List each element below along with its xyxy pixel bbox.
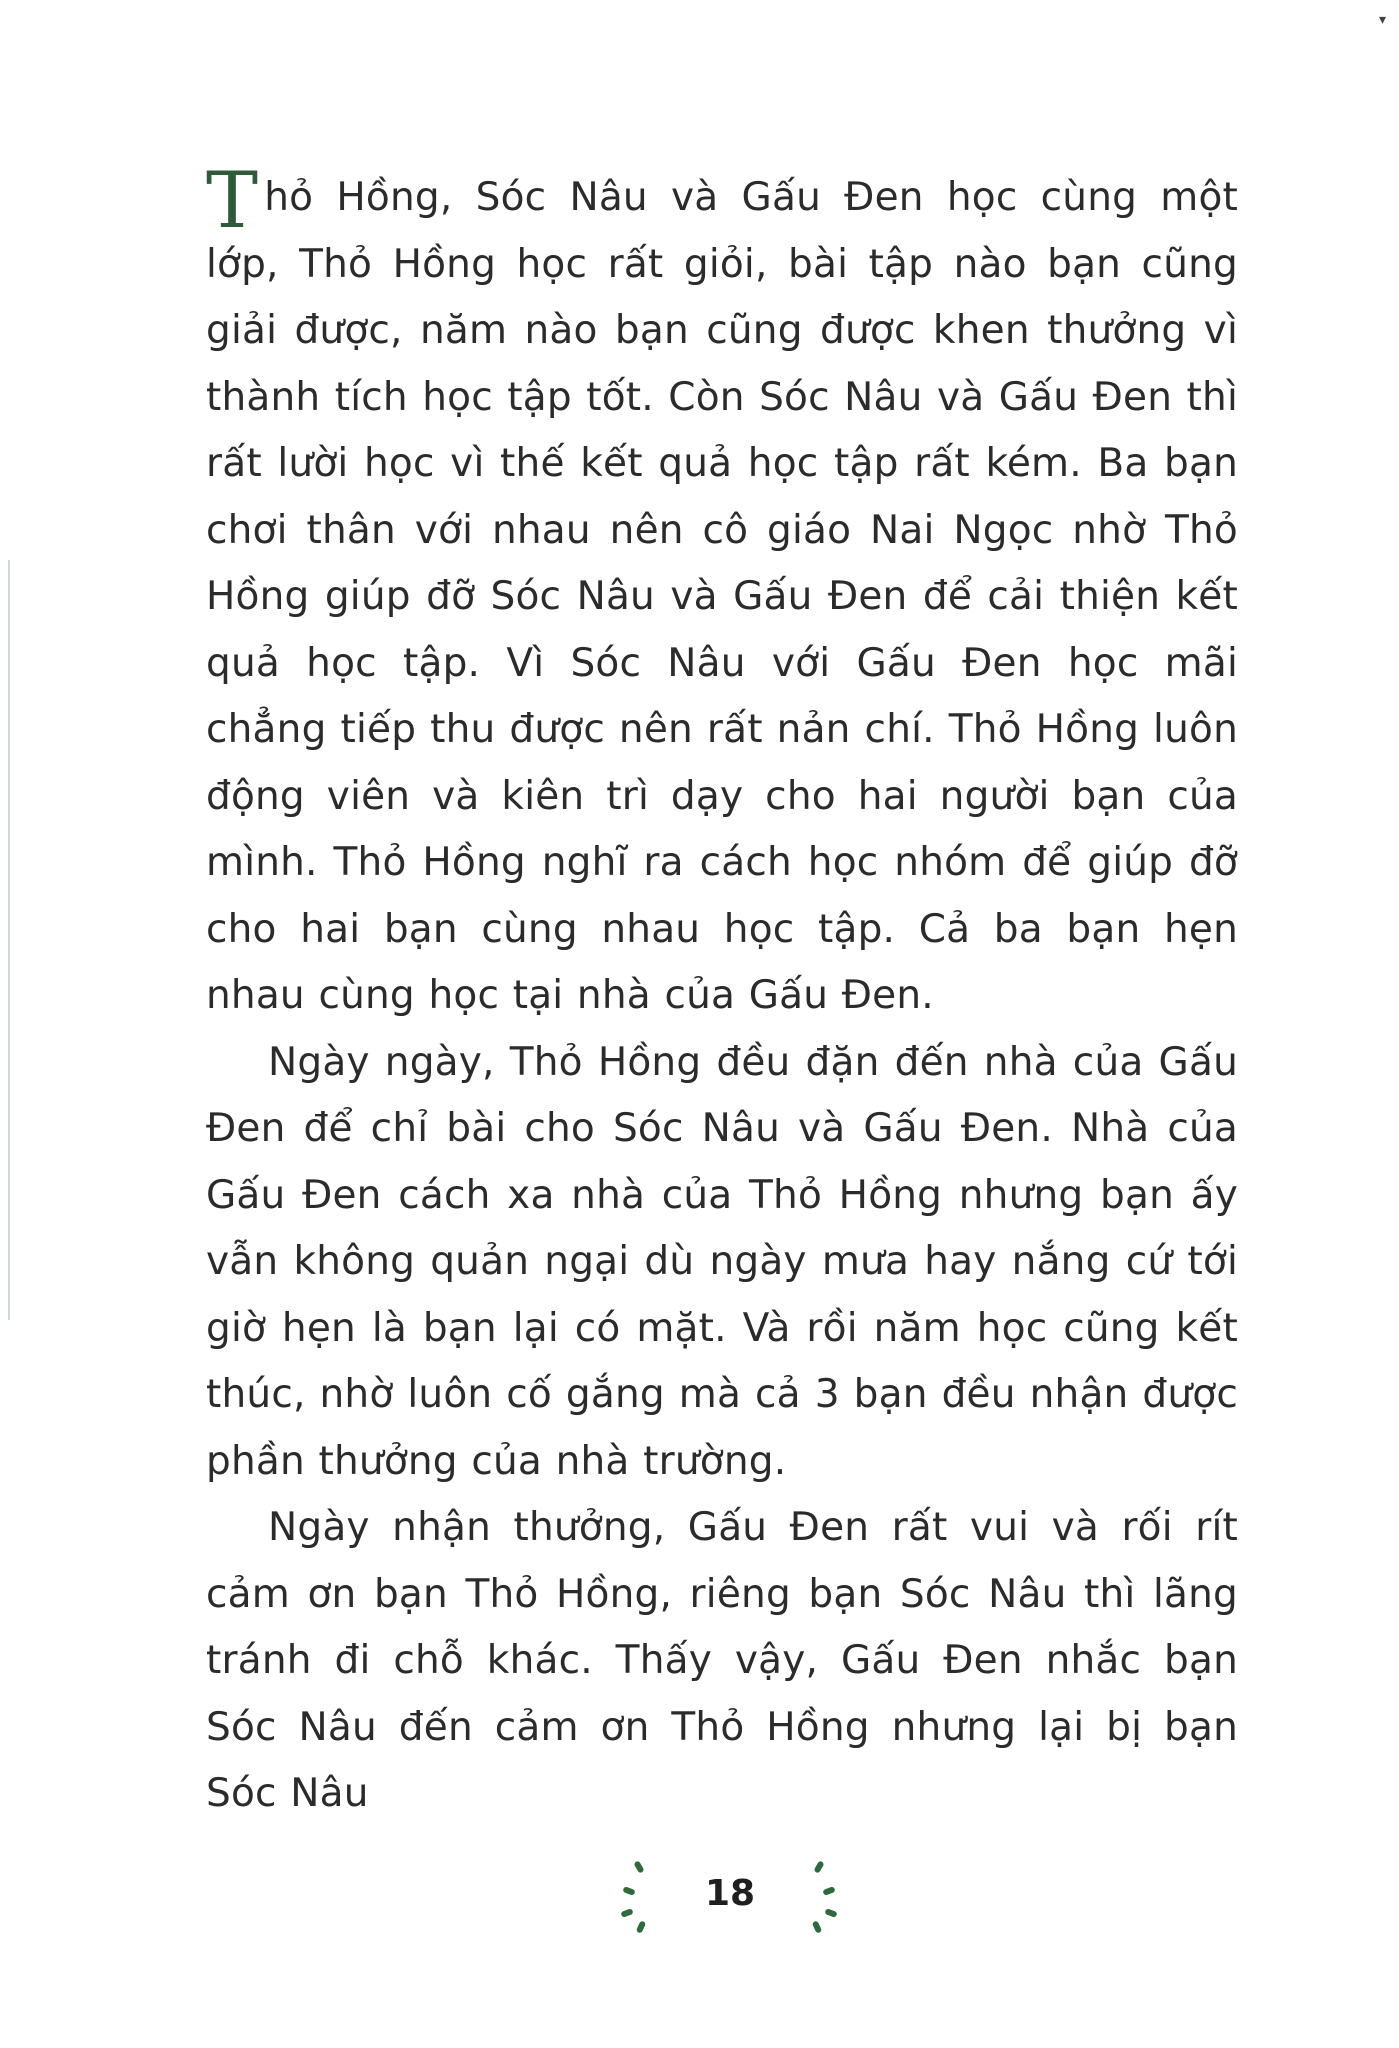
paragraph-1 [206, 156, 1238, 1030]
story-body [206, 156, 1238, 1828]
right-dash-ornament-icon [806, 1855, 846, 1935]
scan-corner-mark: ▾ [1379, 12, 1387, 28]
page-footer [0, 1855, 1399, 1935]
scan-edge-shadow [8, 560, 10, 1320]
paragraph-3: Ngày nhận thưởng, Gấu Đen rất vui và rối rít cảm ơn bạn Thỏ Hồng, riêng bạn Sóc Nâu thì lãng tránh đi chỗ khác. Thấy vậy, Gấu Đen nhắc bạn Sóc Nâu đến cảm ơn Thỏ Hồng nhưng lại bị bạn Sóc Nâu [206, 1505, 1238, 1816]
page-number: 18 [704, 1873, 756, 1914]
left-dash-ornament-icon [612, 1855, 652, 1935]
drop-cap: T [206, 156, 259, 246]
paragraph-2: Ngày ngày, Thỏ Hồng đều đặn đến nhà của Gấu Đen để chỉ bài cho Sóc Nâu và Gấu Đen. Nhà của Gấu Đen cách xa nhà của Thỏ Hồng nhưng bạn ấy vẫn không quản ngại dù ngày mưa hay nắng cứ tới giờ hẹn là bạn lại có mặt. Và rồi năm học cũng kết thúc, nhờ luôn cố gắng mà cả 3 bạn đều nhận được phần thưởng của nhà trường. [206, 1039, 1238, 1484]
paragraph-1-text: hỏ Hồng, Sóc Nâu và Gấu Đen học cùng một lớp, Thỏ Hồng học rất giỏi, bài tập nào bạn cũng giải được, năm nào bạn cũng được khen thưởng vì thành tích học tập tốt. Còn Sóc Nâu và Gấu Đen thì rất lười học vì thế kết quả học tập rất kém. Ba bạn chơi thân với nhau nên cô giáo Nai Ngọc nhờ Thỏ Hồng giúp đỡ Sóc Nâu và Gấu Đen để cải thiện kết quả học tập. Vì Sóc Nâu với Gấu Đen học mãi chẳng tiếp thu được nên rất nản chí. Thỏ Hồng luôn động viên và kiên trì dạy cho hai người bạn của mình. Thỏ Hồng nghĩ ra cách học nhóm để giúp đỡ cho hai bạn cùng nhau học tập. Cả ba bạn hẹn nhau cùng học tại nhà của Gấu Đen. [206, 175, 1238, 1018]
